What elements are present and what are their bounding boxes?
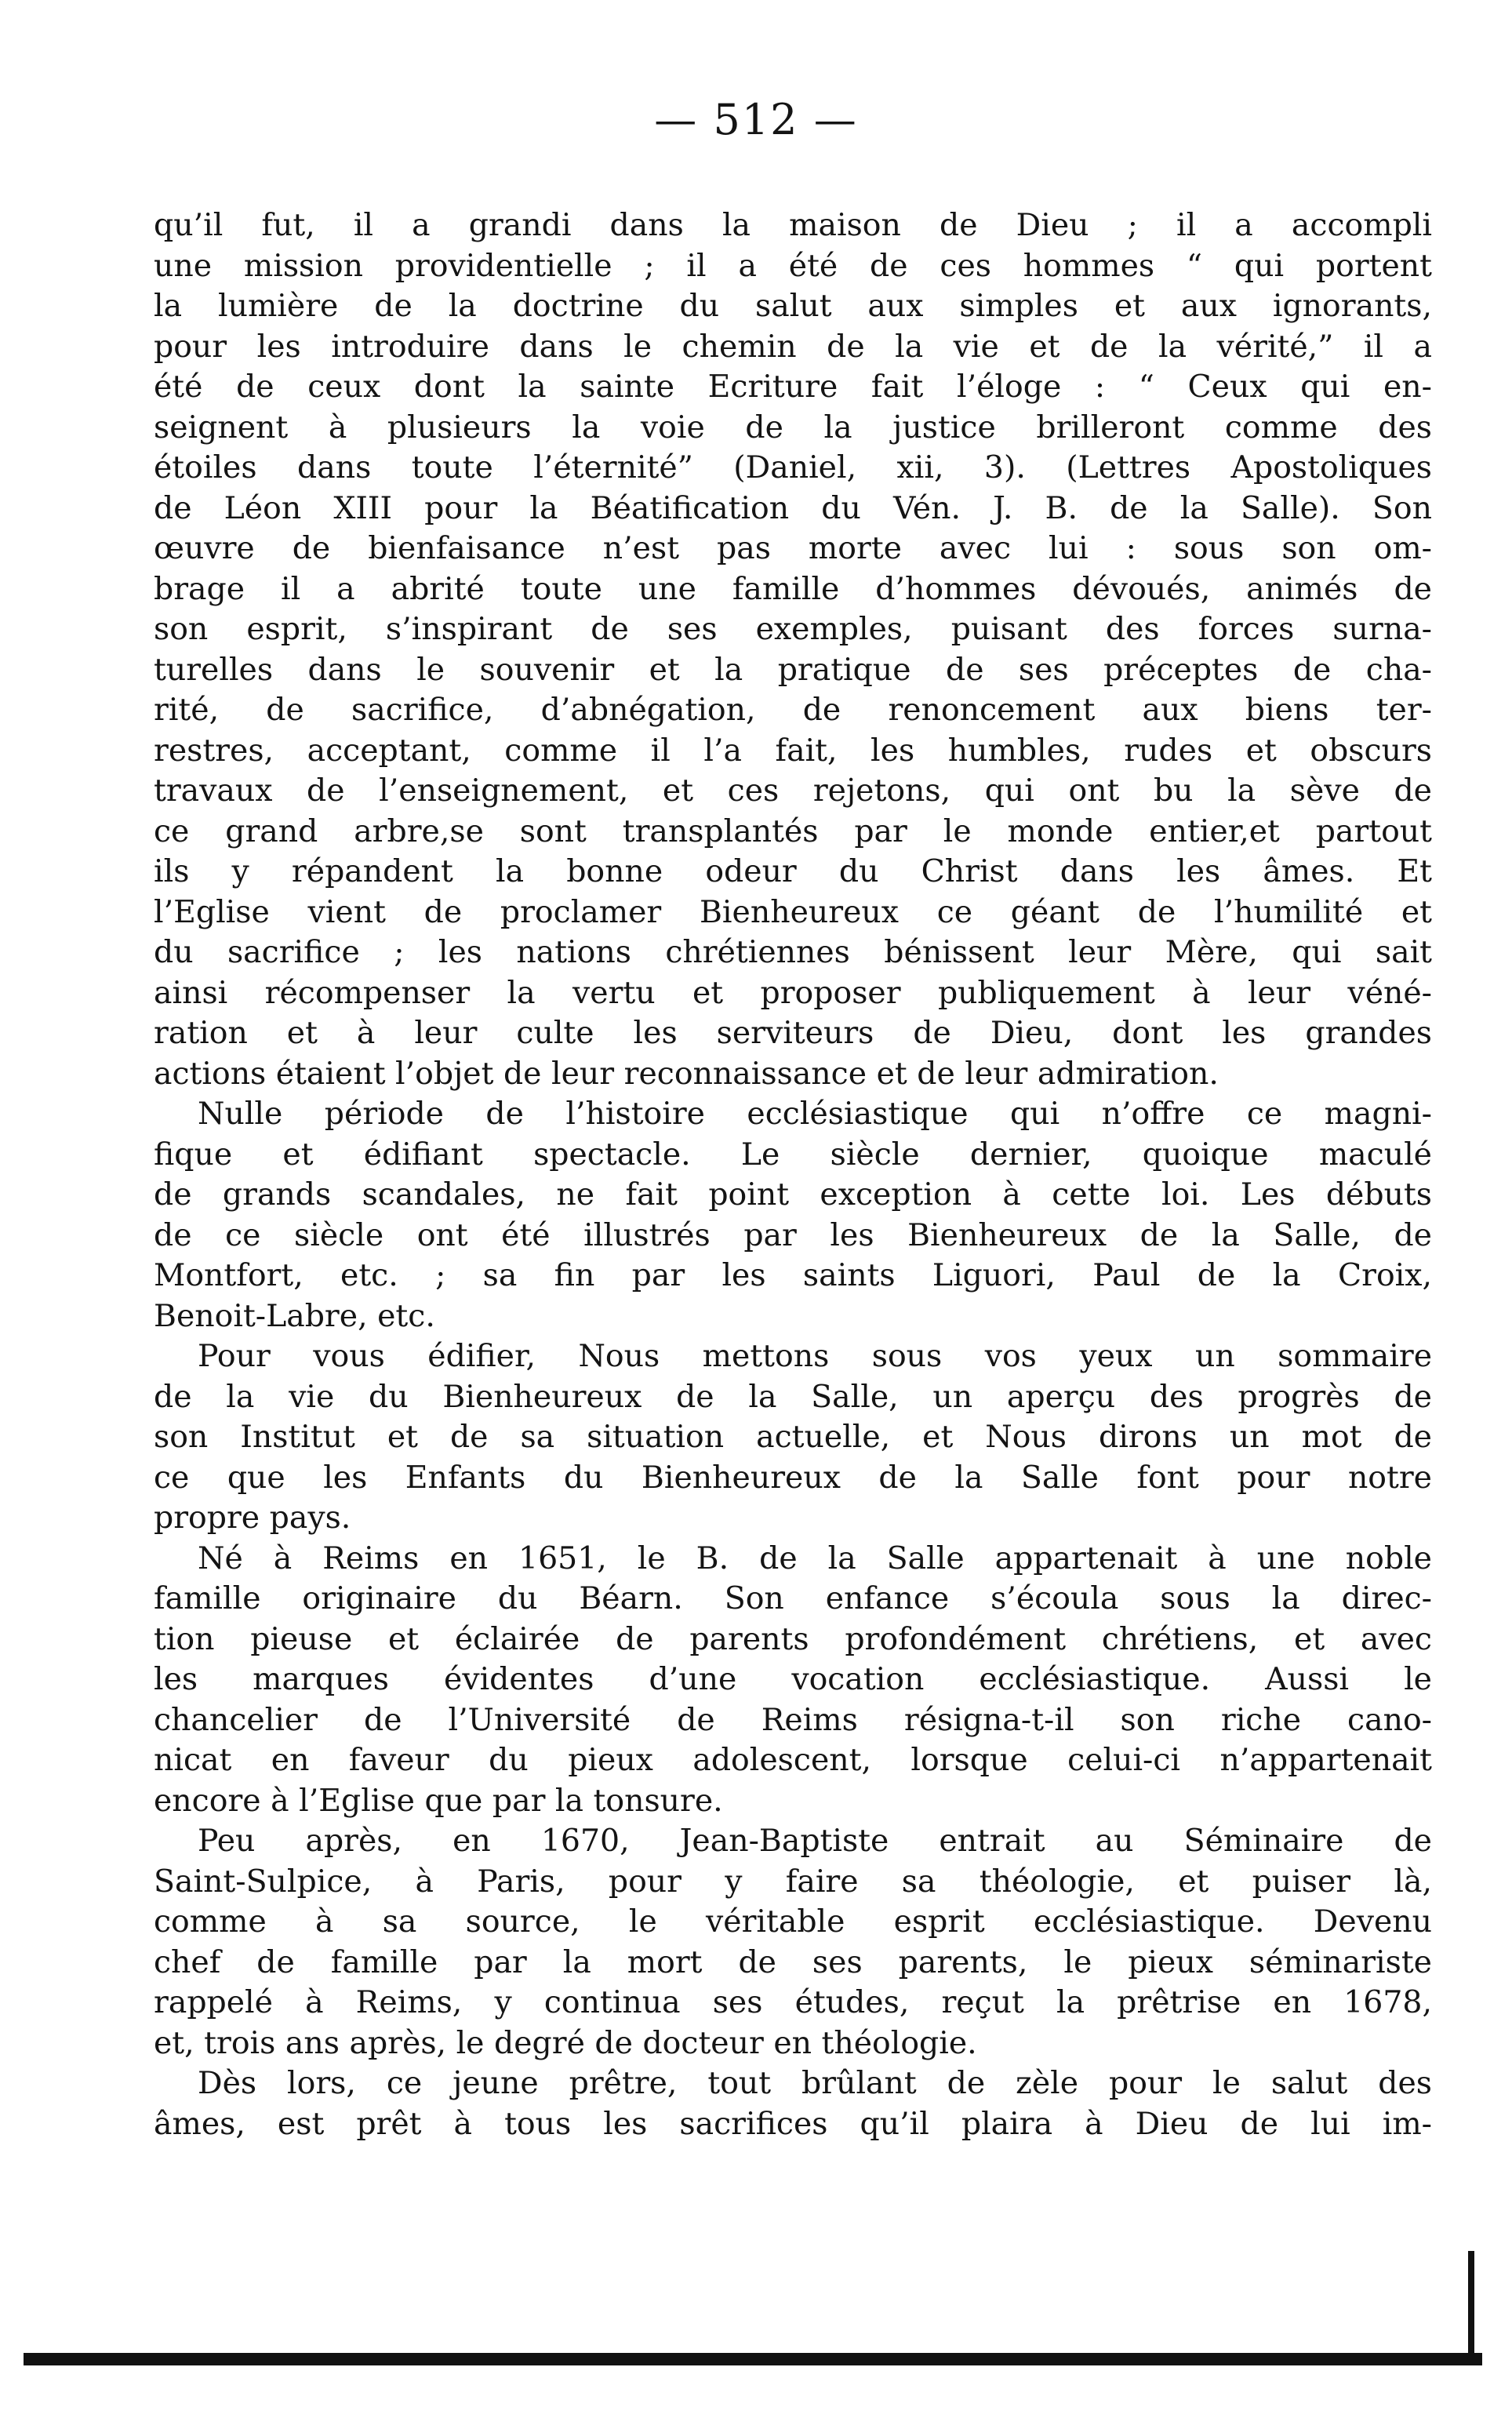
text-line: qu’il fut, il a grandi dans la maison de Dieu ; il a accompli bbox=[154, 207, 1432, 243]
text-line: seignent à plusieurs la voie de la justice brilleront comme des bbox=[154, 409, 1432, 445]
text-line: chancelier de l’Université de Reims résigna-t-il son riche cano- bbox=[154, 1701, 1432, 1738]
text-line: ration et à leur culte les serviteurs de Dieu, dont les grandes bbox=[154, 1015, 1432, 1051]
text-line: une mission providentielle ; il a été de ces hommes “ qui portent bbox=[154, 247, 1432, 284]
text-line: rappelé à Reims, y continua ses études, reçut la prêtrise en 1678, bbox=[154, 1984, 1432, 2020]
bottom-border-rule bbox=[24, 2353, 1482, 2365]
text-line: Benoit-Labre, etc. bbox=[154, 1297, 435, 1334]
text-line: Saint-Sulpice, à Paris, pour y faire sa théologie, et puiser là, bbox=[154, 1863, 1432, 1900]
text-line: de la vie du Bienheureux de la Salle, un aperçu des progrès de bbox=[154, 1378, 1432, 1415]
text-line: été de ceux dont la sainte Ecriture fait l’éloge : “ Ceux qui en- bbox=[154, 369, 1432, 405]
text-line: du sacrifice ; les nations chrétiennes bénissent leur Mère, qui sait bbox=[154, 934, 1432, 970]
text-line: brage il a abrité toute une famille d’hommes dévoués, animés de bbox=[154, 570, 1432, 607]
text-line: encore à l’Eglise que par la tonsure. bbox=[154, 1782, 723, 1819]
text-line: œuvre de bienfaisance n’est pas morte avec lui : sous son om- bbox=[154, 530, 1432, 566]
text-line: propre pays. bbox=[154, 1500, 351, 1536]
page-number: — 512 — bbox=[654, 95, 858, 144]
text-line: l’Eglise vient de proclamer Bienheureux ce géant de l’humilité et bbox=[154, 893, 1432, 930]
text-line: de ce siècle ont été illustrés par les Bienheureux de la Salle, de bbox=[154, 1216, 1432, 1253]
text-line: rité, de sacrifice, d’abnégation, de renoncement aux biens ter- bbox=[154, 692, 1432, 728]
text-line: de grands scandales, ne fait point exception à cette loi. Les débuts bbox=[154, 1176, 1432, 1213]
text-line: turelles dans le souvenir et la pratique de ses préceptes de cha- bbox=[154, 651, 1432, 688]
text-line: étoiles dans toute l’éternité” (Daniel, xii, 3). (Lettres Apostoliques bbox=[154, 449, 1432, 485]
text-line: ce grand arbre,se sont transplantés par le monde entier,et partout bbox=[154, 813, 1432, 849]
text-line: actions étaient l’objet de leur reconnaissance et de leur admiration. bbox=[154, 1055, 1219, 1092]
text-line: fique et édifiant spectacle. Le siècle dernier, quoique maculé bbox=[154, 1136, 1432, 1173]
text-line: son Institut et de sa situation actuelle, et Nous dirons un mot de bbox=[154, 1419, 1432, 1455]
text-line: âmes, est prêt à tous les sacrifices qu’il plaira à Dieu de lui im- bbox=[154, 2105, 1432, 2142]
text-line: pour les introduire dans le chemin de la vie et de la vérité,” il a bbox=[154, 328, 1432, 365]
text-line: et, trois ans après, le degré de docteur en théologie. bbox=[154, 2024, 977, 2061]
text-line: de Léon XIII pour la Béatification du Vén. J. B. de la Salle). Son bbox=[154, 489, 1432, 526]
text-line: restres, acceptant, comme il l’a fait, les humbles, rudes et obscurs bbox=[154, 732, 1432, 769]
text-line: Peu après, en 1670, Jean-Baptiste entrait au Séminaire de bbox=[198, 1823, 1432, 1859]
text-line: son esprit, s’inspirant de ses exemples, puisant des forces surna- bbox=[154, 611, 1432, 647]
text-line: travaux de l’enseignement, et ces rejetons, qui ont bu la sève de bbox=[154, 773, 1432, 809]
text-line: chef de famille par la mort de ses parents, le pieux séminariste bbox=[154, 1943, 1432, 1980]
text-line: nicat en faveur du pieux adolescent, lorsque celui-ci n’appartenait bbox=[154, 1742, 1432, 1778]
text-line: Pour vous édifier, Nous mettons sous vos yeux un sommaire bbox=[198, 1338, 1432, 1374]
text-line: la lumière de la doctrine du salut aux simples et aux ignorants, bbox=[154, 288, 1432, 324]
text-line: famille originaire du Béarn. Son enfance s’écoula sous la direc- bbox=[154, 1580, 1432, 1616]
text-line: Né à Reims en 1651, le B. de la Salle appartenait à une noble bbox=[198, 1540, 1432, 1576]
text-line: Montfort, etc. ; sa fin par les saints Liguori, Paul de la Croix, bbox=[154, 1257, 1432, 1293]
body-text bbox=[154, 205, 1432, 2144]
text-line: ils y répandent la bonne odeur du Christ dans les âmes. Et bbox=[154, 853, 1432, 889]
text-line: Dès lors, ce jeune prêtre, tout brûlant de zèle pour le salut des bbox=[198, 2065, 1432, 2101]
right-border-rule bbox=[1468, 2251, 1474, 2365]
text-line: les marques évidentes d’une vocation ecclésiastique. Aussi le bbox=[154, 1661, 1432, 1697]
text-line: Nulle période de l’histoire ecclésiastique qui n’offre ce magni- bbox=[198, 1096, 1432, 1132]
text-line: comme à sa source, le véritable esprit ecclésiastique. Devenu bbox=[154, 1903, 1432, 1940]
text-line: ainsi récompenser la vertu et proposer publiquement à leur véné- bbox=[154, 974, 1432, 1011]
text-line: tion pieuse et éclairée de parents profondément chrétiens, et avec bbox=[154, 1620, 1432, 1657]
text-line: ce que les Enfants du Bienheureux de la Salle font pour notre bbox=[154, 1459, 1432, 1496]
